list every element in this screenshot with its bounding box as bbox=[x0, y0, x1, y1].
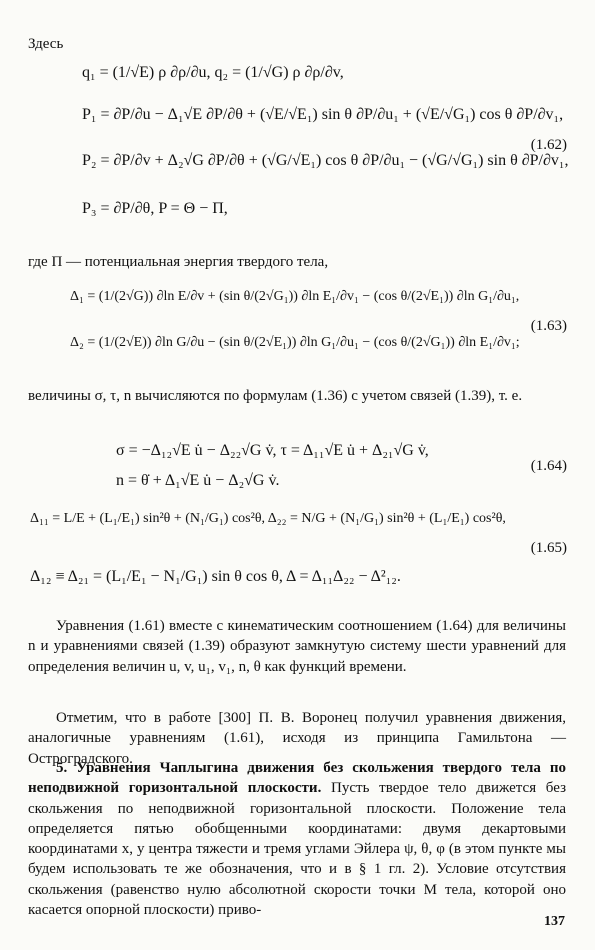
eq-number-1-62: (1.62) bbox=[530, 137, 567, 153]
eq-1-62-line-2: P₁ = ∂P/∂u − Δ₁√E ∂P/∂θ + (√E/√E₁) sin θ ∂P/∂u₁ + (√E/√G₁) cos θ ∂P/∂v₁, bbox=[82, 106, 564, 123]
section-body: Пусть твердое тело движется без скольжения по неподвижной горизонтальной плоскости. Положение тела определяется пятью обобщенными координатами: двумя декартовыми координатами x, y центра тяжести и тремя углами Эйлера ψ, θ, φ (в этом пункте мы будем использовать те же обозначения, что и в § 1 гл. 2). Условие отсутствия скольжения (равенство нулю абсолютной скорости точки M тела, которой оно касается опорной плоскости) приво- bbox=[28, 780, 567, 918]
intro-word: Здесь bbox=[28, 36, 64, 52]
text-potential-energy: где Π — потенциальная энергия твердого тела, bbox=[28, 254, 329, 270]
page-number: 137 bbox=[544, 914, 565, 930]
eq-1-63-line-2: Δ₂ = (1/(2√E)) ∂ln G/∂u − (sin θ/(2√E₁)) ∂ln G₁/∂u₁ − (cos θ/(2√G₁)) ∂ln E₁/∂v₁; bbox=[70, 335, 520, 350]
section-heading: 5. Уравнения Чаплыгина движения без скольжения твердого тела по неподвижной горизонтальной плоскости. bbox=[28, 760, 566, 797]
eq-1-62-line-4: P₃ = ∂P/∂θ, P = Θ − Π, bbox=[82, 200, 228, 217]
eq-1-62-line-3: P₂ = ∂P/∂v + Δ₂√G ∂P/∂θ + (√G/√E₁) cos θ ∂P/∂u₁ − (√G/√G₁) sin θ ∂P/∂v₁, bbox=[82, 152, 569, 169]
paragraph-closed-system: Уравнения (1.61) вместе с кинематическим соотношением (1.64) для величины n и уравнениями связей (1.39) образуют замкнутую систему шести уравнений для определения величин u, v, u₁, v₁, n, θ как функций времени. bbox=[28, 618, 566, 675]
eq-number-1-63: (1.63) bbox=[530, 318, 567, 334]
eq-1-64-line-2: n = θ̇ + Δ₁√E u̇ − Δ₂√G v̇. bbox=[116, 472, 280, 489]
eq-1-64-line-1: σ = −Δ₁₂√E u̇ − Δ₂₂√G v̇, τ = Δ₁₁√E u̇ + Δ₂₁√G v̇, bbox=[116, 442, 429, 459]
eq-1-62-line-1: q₁ = (1/√E) ρ ∂ρ/∂u, q₂ = (1/√G) ρ ∂ρ/∂v, bbox=[82, 64, 344, 81]
text-sigma-tau-n: величины σ, τ, n вычисляются по формулам (1.36) с учетом связей (1.39), т. е. bbox=[28, 388, 523, 404]
eq-1-63-line-1: Δ₁ = (1/(2√G)) ∂ln E/∂v + (sin θ/(2√G₁)) ∂ln E₁/∂v₁ − (cos θ/(2√E₁)) ∂ln G₁/∂u₁, bbox=[70, 289, 520, 304]
eq-1-65-line-2: Δ₁₂ ≡ Δ₂₁ = (L₁/E₁ − N₁/G₁) sin θ cos θ, Δ = Δ₁₁Δ₂₂ − Δ²₁₂. bbox=[30, 568, 401, 585]
eq-1-65-line-1: Δ₁₁ = L/E + (L₁/E₁) sin²θ + (N₁/G₁) cos²θ, Δ₂₂ = N/G + (N₁/G₁) sin²θ + (L₁/E₁) cos²θ, bbox=[30, 511, 506, 526]
paragraph-section-5 bbox=[28, 758, 566, 920]
eq-number-1-64: (1.64) bbox=[530, 458, 567, 474]
paragraph-voronets: Отметим, что в работе [300] П. В. Воронец получил уравнения движения, аналогичные уравнениям (1.61), исходя из принципа Гамильтона — Остроградского. bbox=[28, 710, 566, 767]
eq-number-1-65: (1.65) bbox=[530, 540, 567, 556]
